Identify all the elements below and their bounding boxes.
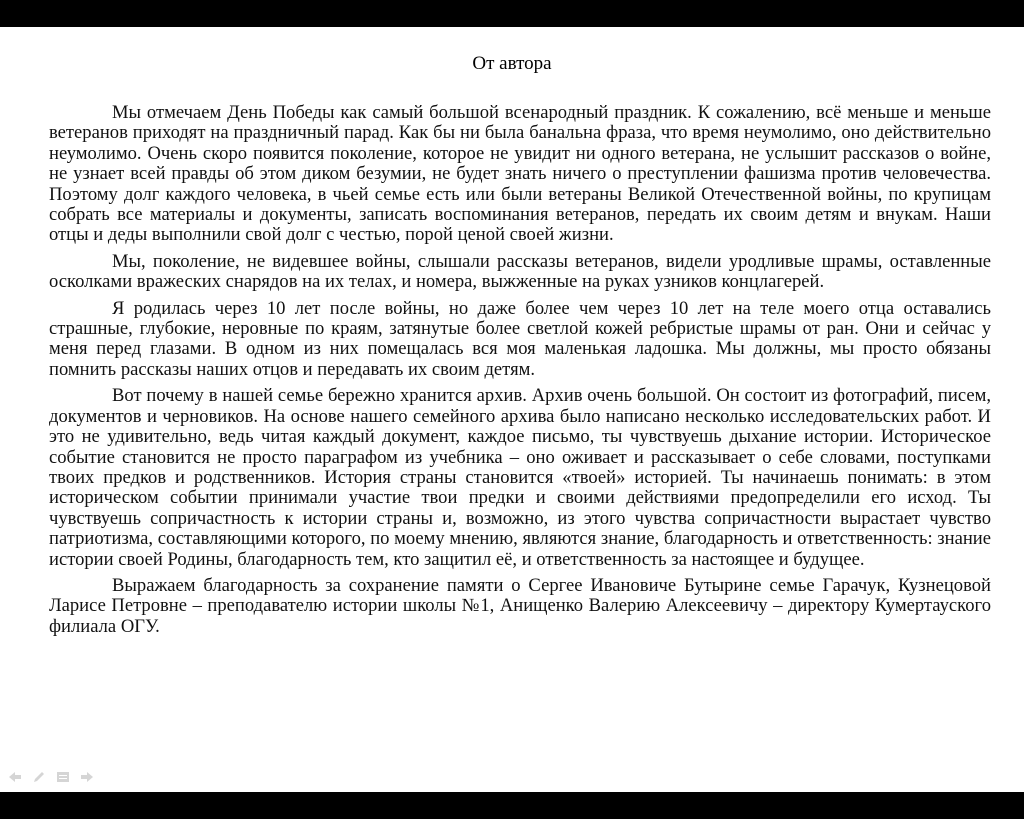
menu-icon[interactable] [56, 770, 70, 784]
slide [0, 27, 1024, 792]
previous-arrow-icon[interactable] [8, 770, 22, 784]
pen-icon[interactable] [32, 770, 46, 784]
letterbox-top [0, 0, 1024, 27]
document-title: От автора [472, 53, 552, 74]
paragraph-1: Мы отмечаем День Победы как самый большой всенародный праздник. К сожалению, всё меньше и меньше ветеранов приходят на праздничный парад. Как бы ни была банальна фраза, что время неумолимо, оно действительно неумолимо. Очень скоро появится поколение, которое не увидит ни одного ветерана, не услышит рассказов о войне, не узнает всей правды об этом диком безумии, не будет знать ничего о преступлении фашизма против человечества. Поэтому долг каждого человека, в чьей семье есть или были ветераны Великой Отечественной войны, по крупицам собрать все материалы и документы, записать воспоминания ветеранов, передать их своим детям и внукам. Наши отцы и деды выполнили свой долг с честью, порой ценой своей жизни. [49, 102, 991, 246]
letterbox-bottom [0, 792, 1024, 819]
paragraph-5: Выражаем благодарность за сохранение памяти о Сергее Ивановиче Бутырине семье Гарачук, Кузнецовой Ларисе Петровне – преподавателю истории школы №1, Анищенко Валерию Алексеевичу – директору Кумертауского филиала ОГУ. [49, 574, 991, 637]
slideshow-controls [8, 769, 94, 785]
paragraph-4: Вот почему в нашей семье бережно хранится архив. Архив очень большой. Он состоит из фотографий, писем, документов и черновиков. На основе нашего семейного архива было написано несколько исследовательских работ. И это не удивительно, ведь читая каждый документ, каждое письмо, ты чувствуешь дыхание истории. Историческое событие становится не просто параграфом из учебника – оно оживает и рассказывает о себе словами, поступками твоих предков и родственников. История страны становится «твоей» историей. Ты начинаешь понимать: в этом историческом событии принимали участие твои предки и своими действиями предопределили его исход. Ты чувствуешь сопричастность к истории страны и, возможно, из этого чувства сопричастности вырастает чувство патриотизма, составляющими которого, по моему мнению, являются знание, благодарность и ответственность: знание истории своей Родины, благодарность тем, кто защитил её, и ответственность за настоящее и будущее. [49, 385, 991, 570]
next-arrow-icon[interactable] [80, 770, 94, 784]
paragraph-3: Я родилась через 10 лет после войны, но даже более чем через 10 лет на теле моего отца оставались страшные, глубокие, неровные по краям, затянутые более светлой кожей ребристые шрамы от ран. Они и сейчас у меня перед глазами. В одном из них помещалась вся моя маленькая ладошка. Мы должны, мы просто обязаны помнить рассказы наших отцов и передавать их своим детям. [49, 297, 991, 380]
paragraph-2: Мы, поколение, не видевшее войны, слышали рассказы ветеранов, видели уродливые шрамы, оставленные осколками вражеских снарядов на их телах, и номера, выжженные на руках узников концлагерей. [49, 250, 991, 293]
document-body [49, 103, 991, 643]
